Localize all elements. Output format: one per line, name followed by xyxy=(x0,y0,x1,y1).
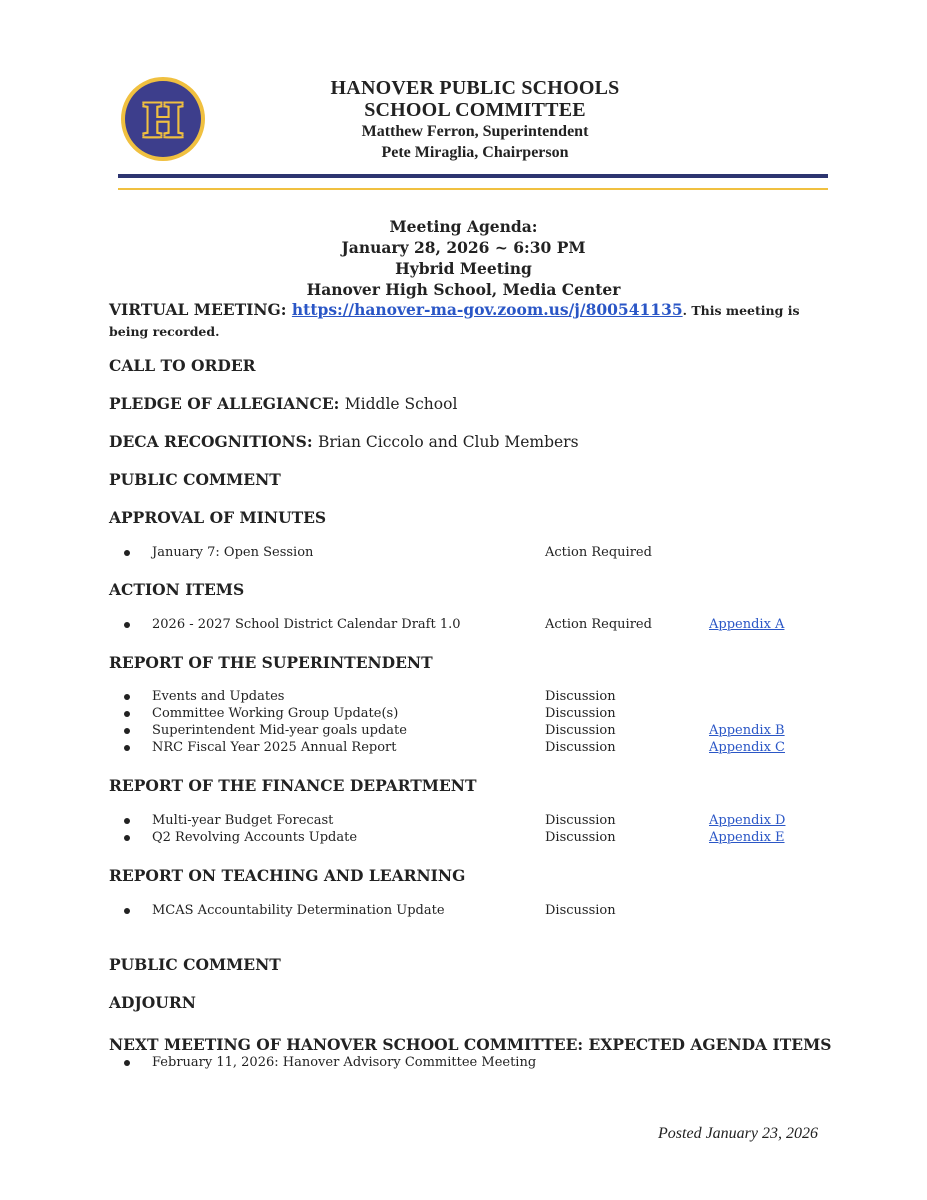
appendix-a-link[interactable]: Appendix A xyxy=(709,617,785,632)
deca-line xyxy=(109,432,579,451)
list-item xyxy=(0,545,927,562)
item-status: Discussion xyxy=(545,903,616,918)
list-item xyxy=(0,1055,927,1072)
item-status: Discussion xyxy=(545,740,616,755)
appendix-b-link[interactable]: Appendix B xyxy=(709,723,785,738)
logo-letter: H xyxy=(143,91,183,147)
item-label: MCAS Accountability Determination Update xyxy=(152,903,445,918)
teaching-report-heading: REPORT ON TEACHING AND LEARNING xyxy=(109,866,466,885)
bullet-icon xyxy=(124,711,130,717)
item-label: NRC Fiscal Year 2025 Annual Report xyxy=(152,740,397,755)
recording-note: . This meeting is being recorded. xyxy=(109,303,800,339)
item-label: Committee Working Group Update(s) xyxy=(152,706,399,721)
agenda-location: Hanover High School, Media Center xyxy=(306,280,621,299)
org-name: HANOVER PUBLIC SCHOOLS xyxy=(330,77,620,99)
agenda-title: Meeting Agenda: xyxy=(389,217,538,236)
logo-inner-circle xyxy=(125,81,201,157)
list-item xyxy=(0,617,927,634)
deca-label: DECA RECOGNITIONS: xyxy=(109,432,313,451)
pledge-label: PLEDGE OF ALLEGIANCE: xyxy=(109,394,340,413)
bullet-icon xyxy=(124,818,130,824)
item-status: Discussion xyxy=(545,689,616,704)
deca-value: Brian Ciccolo and Club Members xyxy=(317,433,579,451)
school-logo xyxy=(121,77,205,161)
posted-date: Posted January 23, 2026 xyxy=(658,1125,818,1142)
next-meeting-heading: NEXT MEETING OF HANOVER SCHOOL COMMITTEE: EXPECTED AGENDA ITEMS xyxy=(109,1035,832,1054)
item-label: February 11, 2026: Hanover Advisory Committee Meeting xyxy=(152,1055,537,1070)
agenda-meeting-type: Hybrid Meeting xyxy=(395,259,532,278)
list-item xyxy=(0,689,927,706)
header-rule-navy xyxy=(118,174,828,178)
action-items-heading: ACTION ITEMS xyxy=(109,580,245,599)
item-label: Q2 Revolving Accounts Update xyxy=(152,830,358,845)
item-status: Discussion xyxy=(545,706,616,721)
minutes-heading: APPROVAL OF MINUTES xyxy=(109,508,327,527)
bullet-icon xyxy=(124,835,130,841)
item-label: January 7: Open Session xyxy=(152,545,314,560)
list-item xyxy=(0,813,927,830)
list-item xyxy=(0,830,927,847)
list-item xyxy=(0,903,927,920)
appendix-c-link[interactable]: Appendix C xyxy=(709,740,785,755)
item-status: Discussion xyxy=(545,830,616,845)
bullet-icon xyxy=(124,728,130,734)
pledge-line xyxy=(109,394,457,413)
superintendent-report-heading: REPORT OF THE SUPERINTENDENT xyxy=(109,653,433,672)
public-comment-heading: PUBLIC COMMENT xyxy=(109,470,281,489)
list-item xyxy=(0,740,927,757)
committee-name: SCHOOL COMMITTEE xyxy=(364,99,586,121)
appendix-e-link[interactable]: Appendix E xyxy=(709,830,785,845)
agenda-heading xyxy=(250,216,677,300)
letterhead xyxy=(300,77,650,163)
superintendent-name: Matthew Ferron, Superintendent xyxy=(361,123,589,140)
header-rule-gold xyxy=(118,188,828,190)
item-status: Discussion xyxy=(545,723,616,738)
zoom-link[interactable]: https://hanover-ma-gov.zoom.us/j/800541135 xyxy=(291,300,683,319)
virtual-meeting xyxy=(109,300,809,342)
bullet-icon xyxy=(124,745,130,751)
list-item xyxy=(0,706,927,723)
item-status: Action Required xyxy=(545,617,652,632)
item-label: Multi-year Budget Forecast xyxy=(152,813,334,828)
adjourn-heading: ADJOURN xyxy=(109,993,196,1012)
bullet-icon xyxy=(124,1060,130,1066)
item-label: 2026 - 2027 School District Calendar Draft 1.0 xyxy=(152,617,461,632)
public-comment-heading-2: PUBLIC COMMENT xyxy=(109,955,281,974)
bullet-icon xyxy=(124,694,130,700)
appendix-d-link[interactable]: Appendix D xyxy=(709,813,786,828)
call-to-order-heading: CALL TO ORDER xyxy=(109,356,256,375)
chairperson-name: Pete Miraglia, Chairperson xyxy=(381,144,569,161)
bullet-icon xyxy=(124,908,130,914)
agenda-datetime: January 28, 2026 ~ 6:30 PM xyxy=(341,238,586,257)
item-status: Action Required xyxy=(545,545,652,560)
bullet-icon xyxy=(124,550,130,556)
virtual-label: VIRTUAL MEETING: xyxy=(109,300,287,319)
item-label: Superintendent Mid-year goals update xyxy=(152,723,407,738)
list-item xyxy=(0,723,927,740)
pledge-value: Middle School xyxy=(344,395,458,413)
item-status: Discussion xyxy=(545,813,616,828)
item-label: Events and Updates xyxy=(152,689,285,704)
bullet-icon xyxy=(124,622,130,628)
finance-report-heading: REPORT OF THE FINANCE DEPARTMENT xyxy=(109,776,477,795)
